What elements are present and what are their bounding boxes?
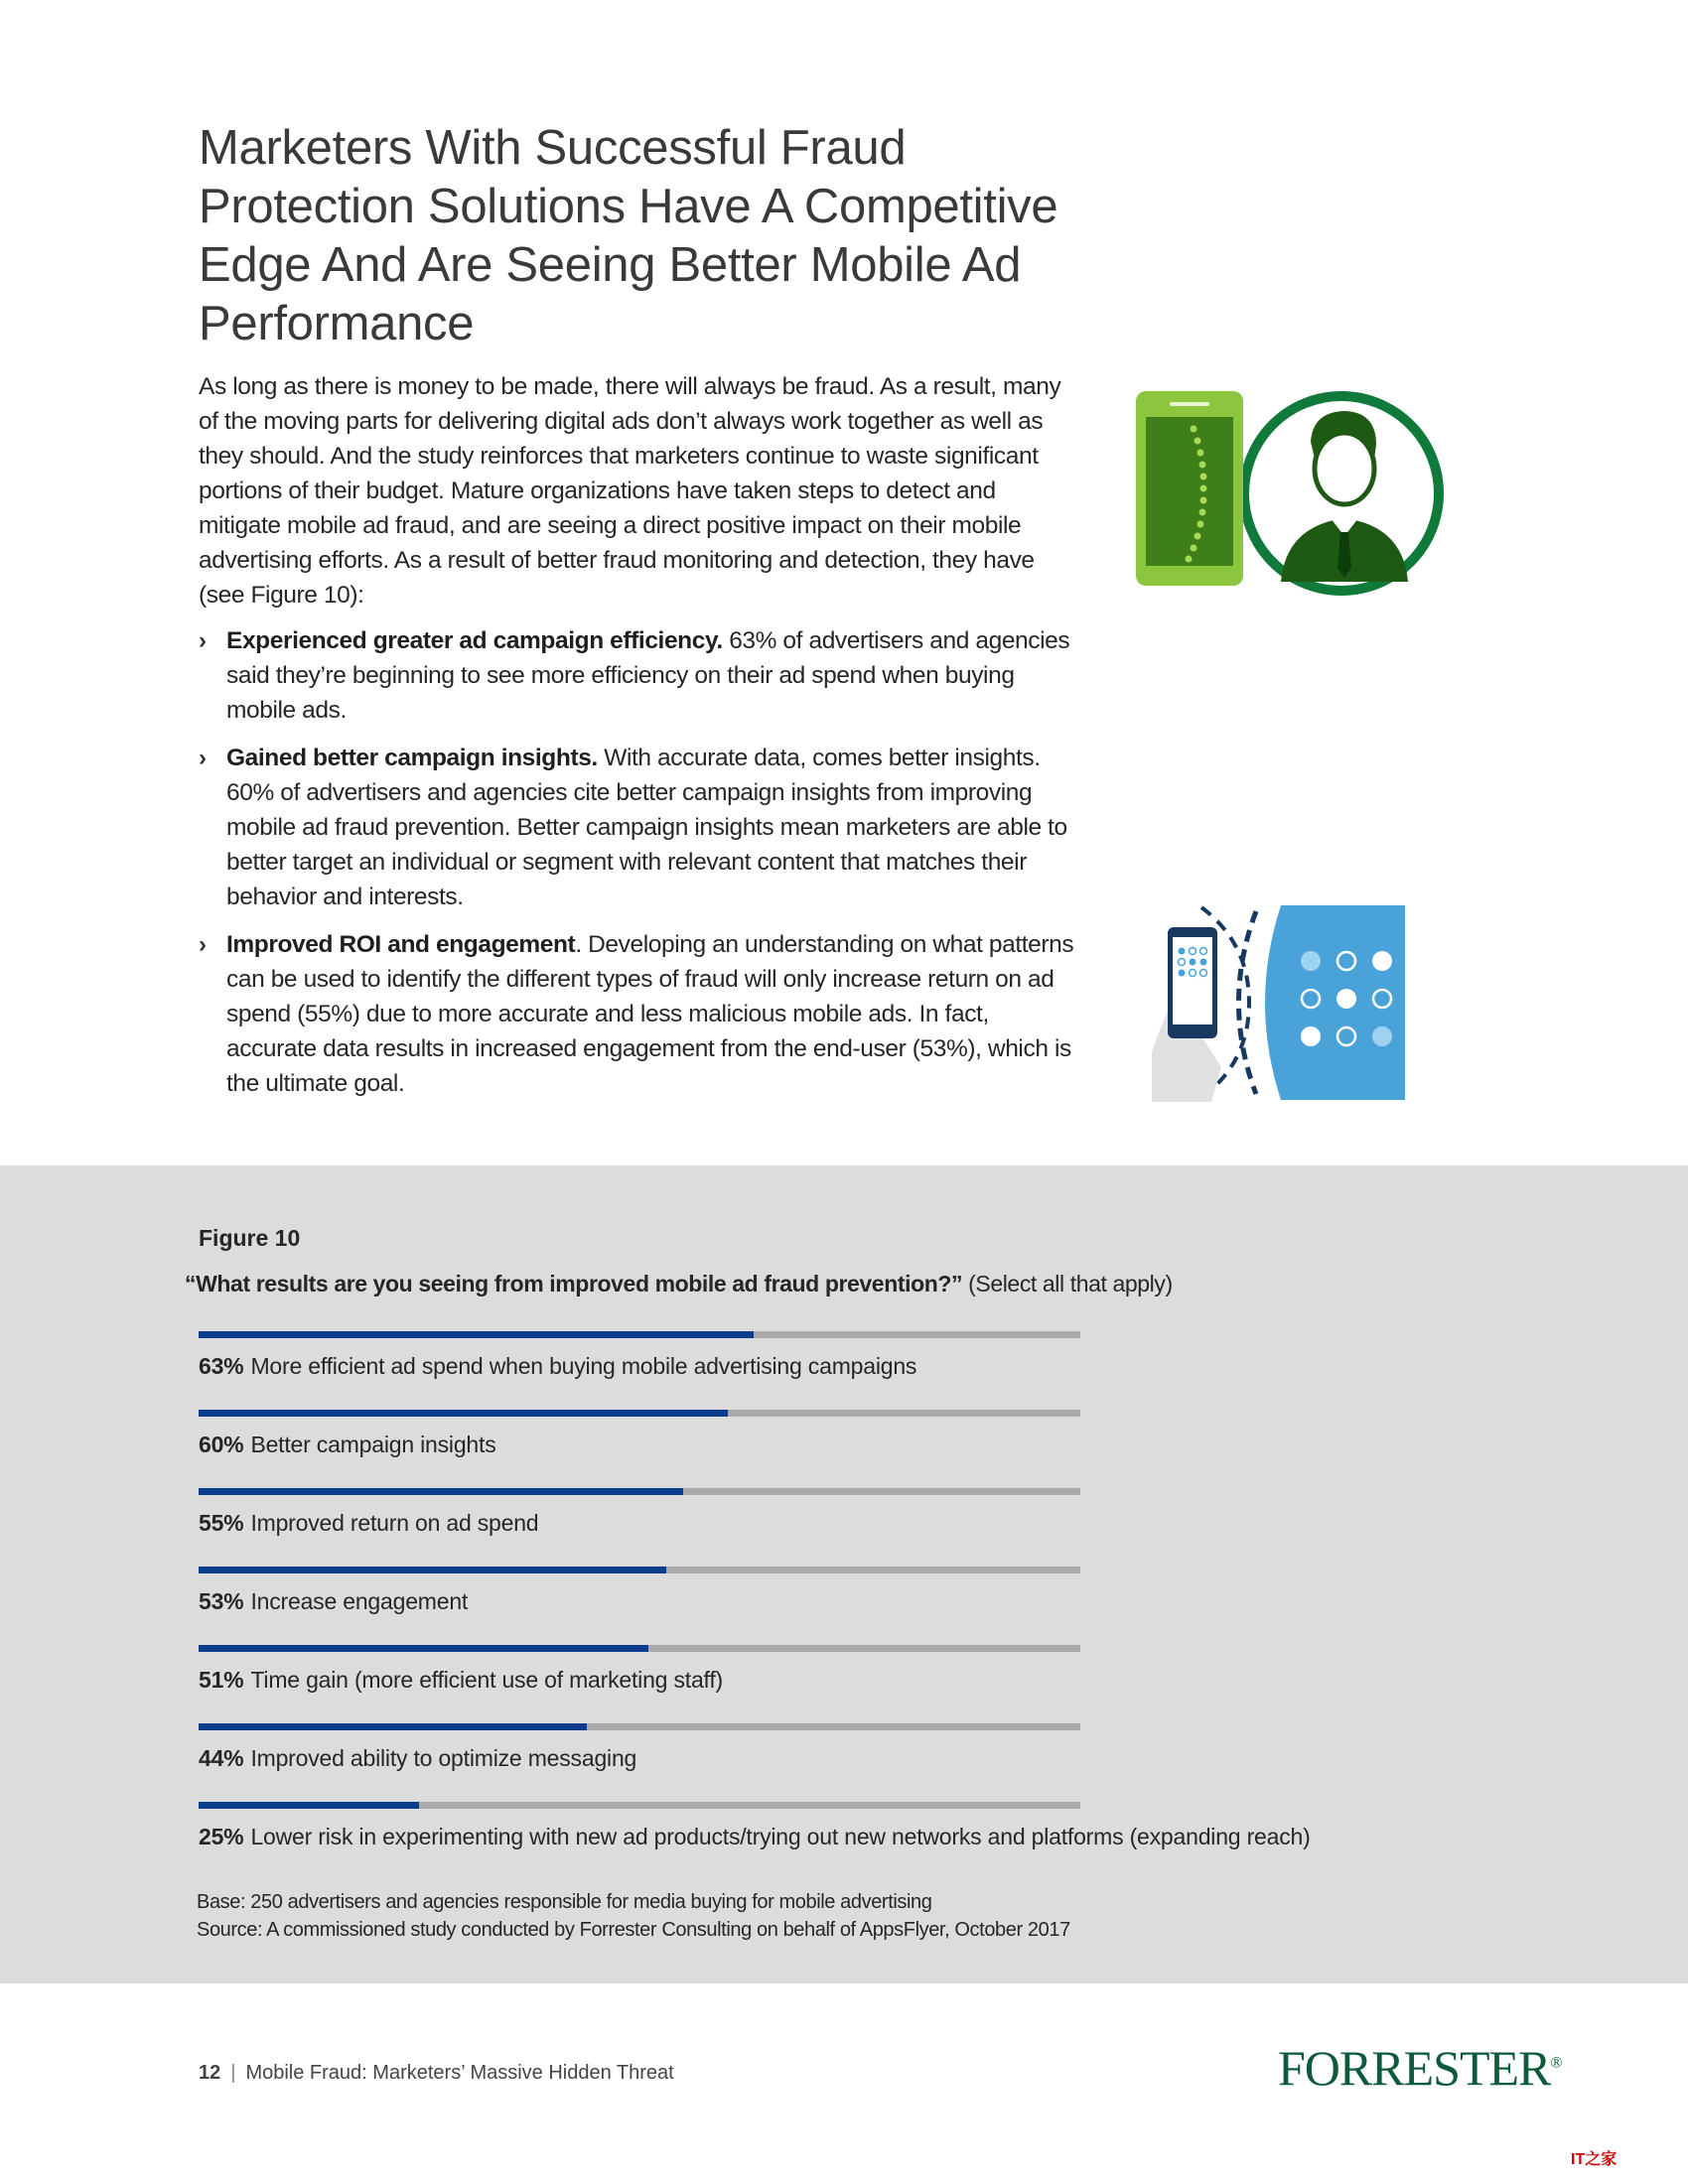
bar-fill [199, 1567, 666, 1573]
bar-value-label: 44% [199, 1745, 244, 1771]
bar-track [199, 1331, 1080, 1338]
bar-row [199, 1802, 1688, 1861]
base-note: Base: 250 advertisers and agencies responsible for media buying for mobile advertising [197, 1891, 932, 1913]
finding-text: 63% of advertisers and agencies said they’re beginning to see more efficiency on their ad spend when buying mobile ads. [226, 627, 1070, 724]
bar-track [199, 1410, 1080, 1417]
bar-category-label: Better campaign insights [250, 1432, 496, 1457]
bar-row [199, 1723, 1688, 1783]
page-title: Marketers With Successful Fraud Protection Solutions Have A Competitive Edge And Are Seeing Better Mobile Ad Performance [199, 121, 1058, 350]
bar-value-label: 25% [199, 1824, 244, 1849]
bar-fill [199, 1802, 419, 1809]
bar-category-label: Increase engagement [250, 1588, 469, 1614]
question-note: (Select all that apply) [962, 1271, 1173, 1297]
bar-value-label: 60% [199, 1432, 244, 1457]
bar-track [199, 1802, 1080, 1809]
phone-user-illustration [1132, 387, 1450, 615]
bar-row [199, 1410, 1688, 1469]
bar-track [199, 1723, 1080, 1730]
chevron-right-icon: › [199, 627, 207, 654]
chevron-right-icon: › [199, 745, 207, 771]
source-note: Source: A commissioned study conducted by Forrester Consulting on behalf of AppsFlyer, October 2017 [197, 1919, 1070, 1941]
bar-category-label: Time gain (more efficient use of marketing staff) [250, 1667, 723, 1693]
registered-mark: ® [1550, 2054, 1562, 2072]
bar-value-label: 53% [199, 1588, 244, 1614]
bar-value-label: 63% [199, 1353, 244, 1379]
bar-row [199, 1567, 1688, 1626]
finding-heading: Improved ROI and engagement [226, 931, 576, 958]
bar-row [199, 1645, 1688, 1705]
bar-label [199, 1824, 1311, 1850]
phone-screen-icon [1146, 417, 1233, 566]
findings-list [199, 623, 1082, 1114]
bar-label [199, 1432, 496, 1458]
footer-doc-title: Mobile Fraud: Marketers’ Massive Hidden Threat [245, 2062, 674, 2084]
bar-label [199, 1353, 916, 1380]
finding-item-efficiency [199, 623, 1082, 728]
intro-paragraph: As long as there is money to be made, there will always be fraud. As a result, many of the moving parts for delivering digital ads don’t always work together as well as they should. And the study reinforces that marketers continue to waste significant portions of their budget. Mature organizations have taken steps to detect and mitigate mobile ad fraud, and are seeing a direct positive impact on their mobile advertising efforts. As a result of better fraud monitoring and detection, they have (see Figure 10): [199, 373, 1061, 609]
bar-fill [199, 1488, 683, 1495]
bar-fill [199, 1410, 728, 1417]
bar-row [199, 1488, 1688, 1548]
bar-label [199, 1510, 538, 1537]
bar-label [199, 1588, 468, 1615]
figure-label: Figure 10 [199, 1225, 301, 1251]
pattern-panel [1256, 905, 1405, 1100]
question-text: “What results are you seeing from improved mobile ad fraud prevention?” [185, 1271, 963, 1297]
finding-item-insights [199, 741, 1082, 914]
footer-separator: | [230, 2062, 236, 2084]
bar-track [199, 1488, 1080, 1495]
figure-question [185, 1271, 1173, 1297]
bar-track [199, 1645, 1080, 1652]
bar-fill [199, 1723, 587, 1730]
bar-label [199, 1745, 636, 1772]
bar-category-label: Improved return on ad spend [250, 1510, 539, 1536]
page-number: 12 [199, 2062, 221, 2084]
bar-label [199, 1667, 723, 1694]
bar-category-label: More efficient ad spend when buying mobile advertising campaigns [250, 1353, 917, 1379]
finding-text: With accurate data, comes better insights. 60% of advertisers and agencies cite better campaign insights from improving mobile ad fraud prevention. Better campaign insights mean marketers are able to better target an individual or segment with relevant content that matches their behavior and interests. [226, 745, 1067, 910]
bar-value-label: 51% [199, 1667, 244, 1693]
bar-fill [199, 1645, 648, 1652]
watermark: IT之家 [1571, 2151, 1618, 2168]
logo-text: FORRESTER [1278, 2040, 1551, 2096]
figure-source-note [197, 1888, 1070, 1944]
hand-phone-illustration [1132, 903, 1410, 1102]
forrester-logo [1278, 2039, 1562, 2097]
finding-heading: Experienced greater ad campaign efficiency. [226, 627, 723, 654]
bar-category-label: Lower risk in experimenting with new ad products/trying out new networks and platforms (expanding reach) [250, 1824, 1311, 1849]
bar-track [199, 1567, 1080, 1573]
chevron-right-icon: › [199, 931, 207, 958]
bar-fill [199, 1331, 754, 1338]
finding-text: . Developing an understanding on what patterns can be used to identify the different types of fraud will only increase return on ad spend (55%) due to more accurate and less malicious mobile ads. In fact, accurate data results in increased engagement from the end-user (53%), which is the ultimate goal. [226, 931, 1074, 1097]
bar-value-label: 55% [199, 1510, 244, 1536]
finding-heading: Gained better campaign insights. [226, 745, 598, 771]
page-footer [199, 2062, 674, 2085]
bar-category-label: Improved ability to optimize messaging [250, 1745, 637, 1771]
finding-item-roi [199, 927, 1082, 1101]
bar-row [199, 1331, 1688, 1391]
